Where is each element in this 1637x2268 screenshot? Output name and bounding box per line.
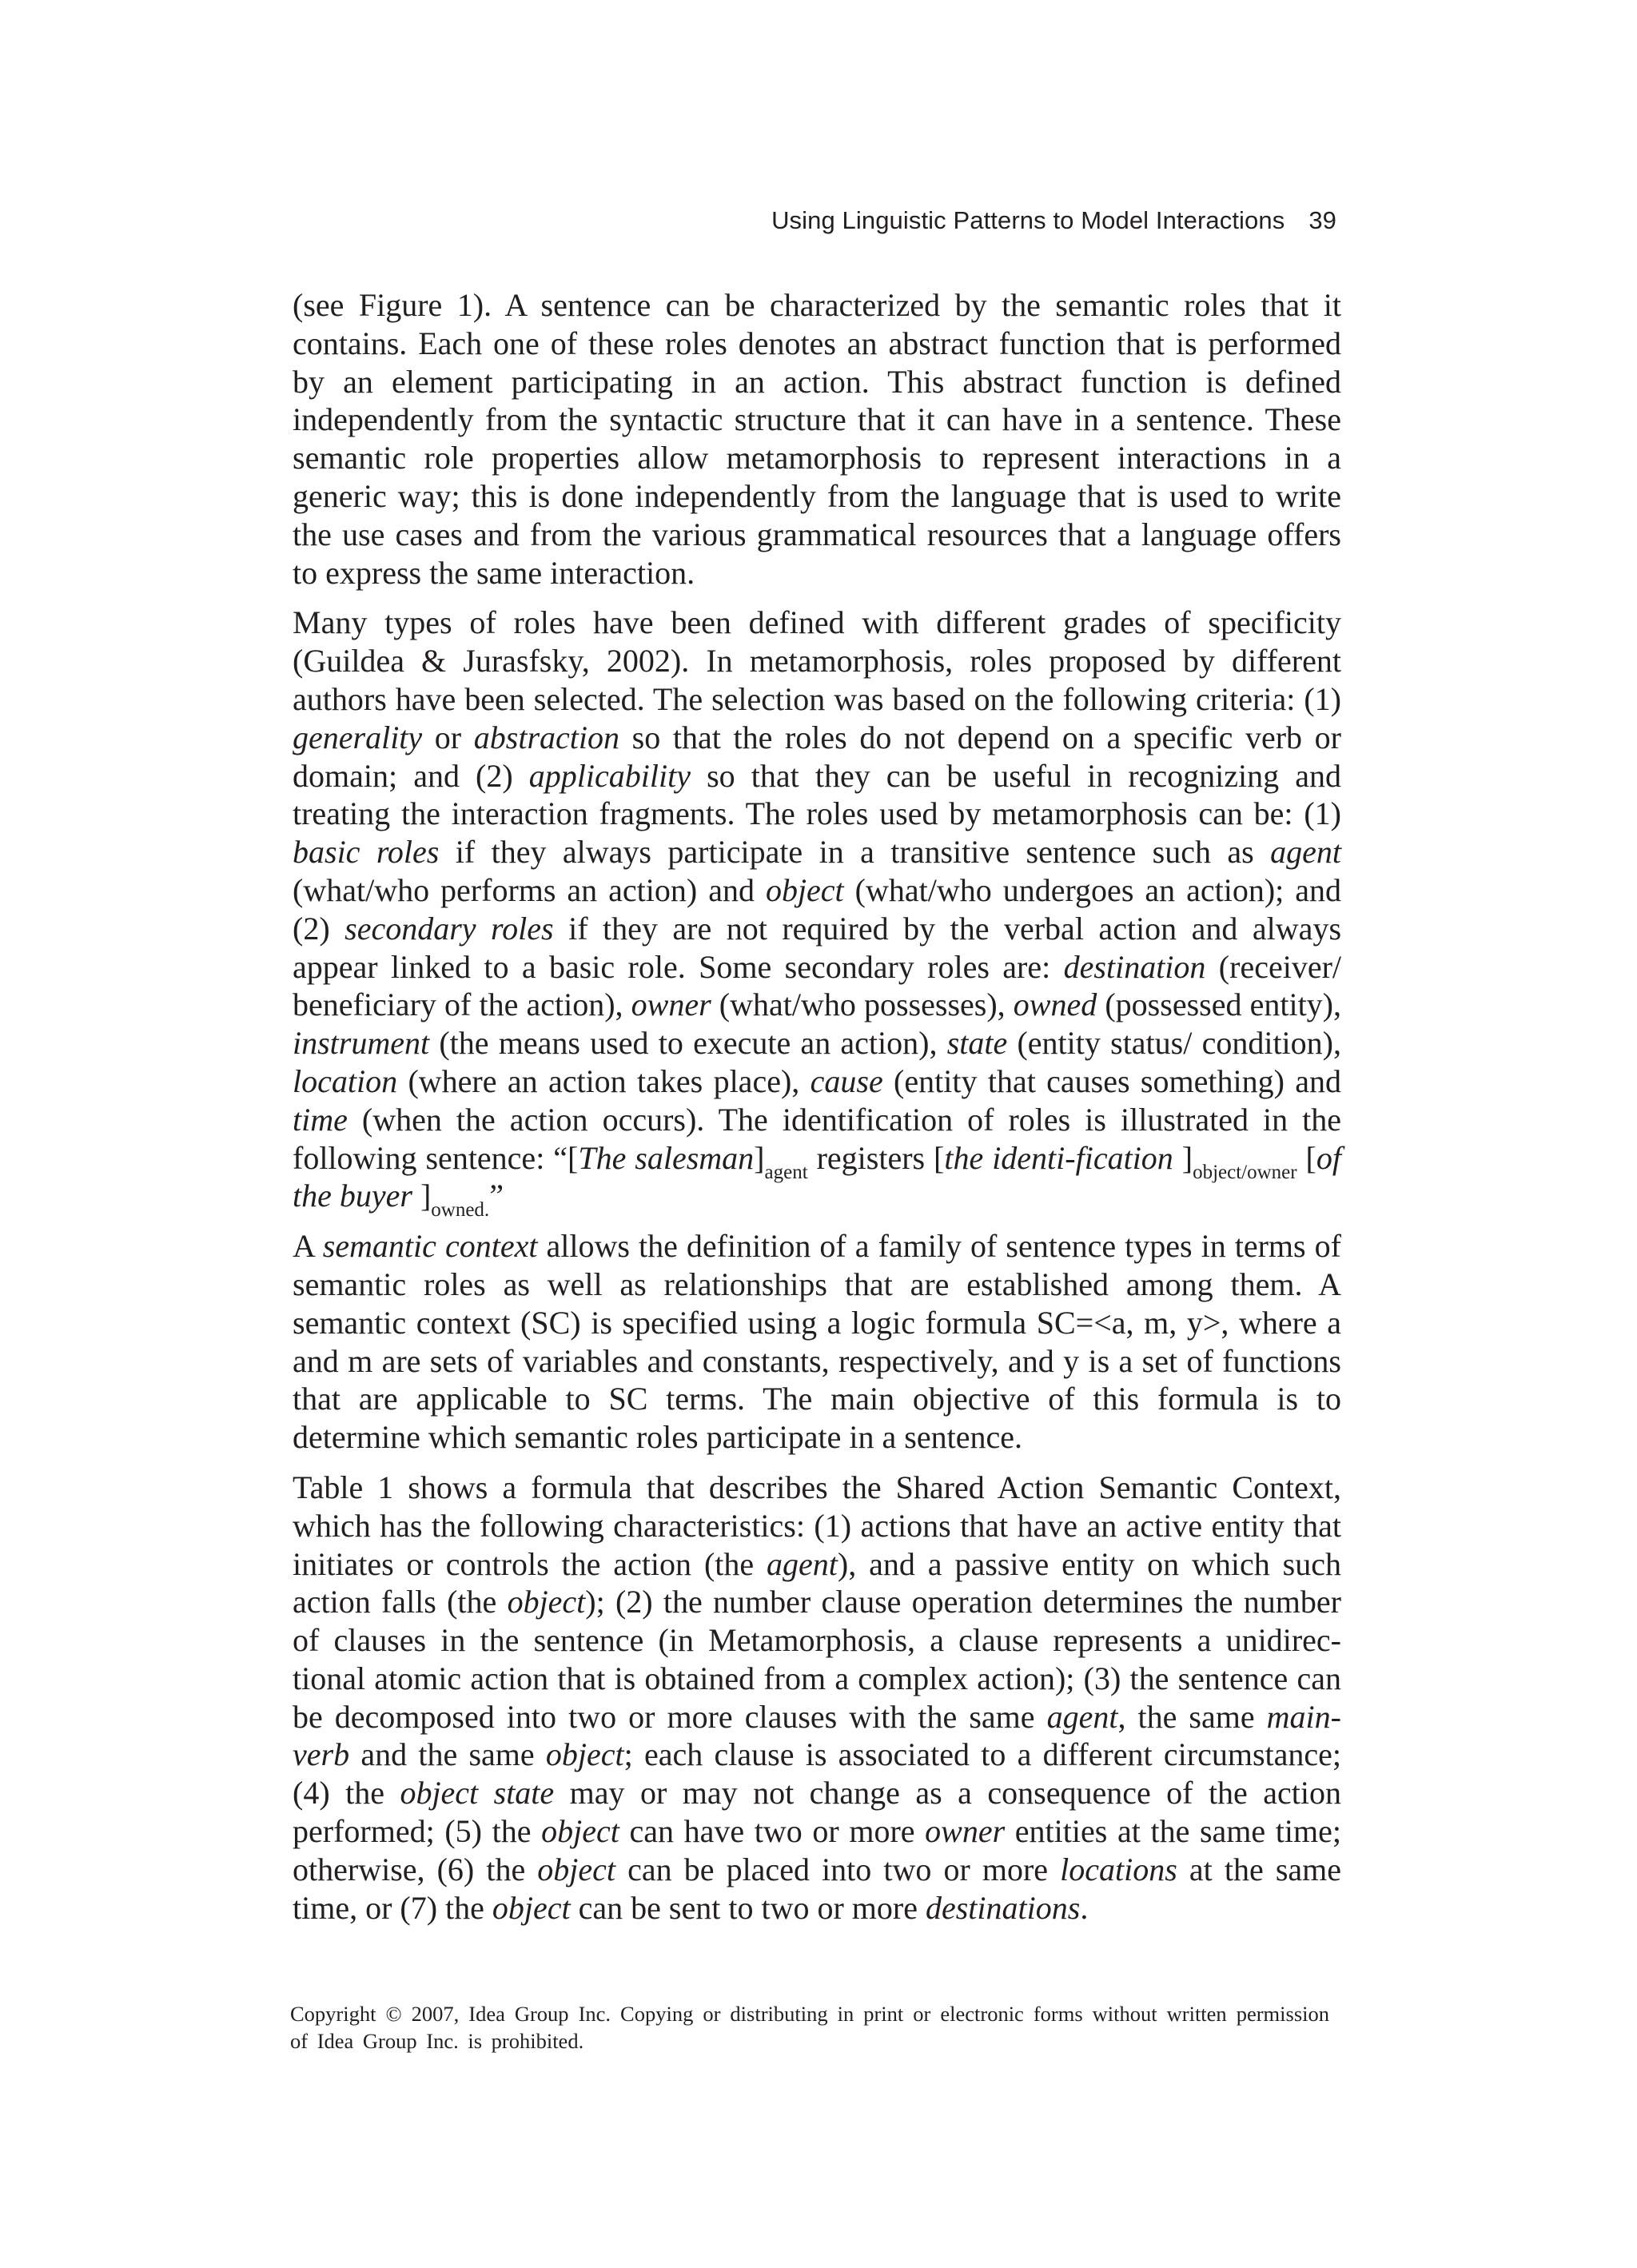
emphasis: the identi-fication <box>944 1139 1182 1176</box>
role-subscript: agent <box>764 1161 808 1183</box>
emphasis: object <box>545 1736 624 1773</box>
text-run: registers [ <box>807 1139 945 1176</box>
text-run: ); (2) the number clause operation determines the number of clauses in the sentence (in Metamorphosis, a clause represents a unidirec-tional atomic action that is obtained from a complex action); (3) the sentence can be decomposed into two or more clauses with the same <box>293 1584 1341 1735</box>
text-run: (receiver/ beneficiary of the action), <box>293 948 1342 1023</box>
emphasis: object <box>537 1851 616 1887</box>
emphasis: owner <box>631 987 711 1023</box>
text-run: so that they can be useful in recognizing and treating the interaction fragments. The roles used by metamorphosis can be: (1) <box>293 757 1341 832</box>
emphasis: destinations <box>925 1889 1081 1926</box>
emphasis: object <box>507 1584 586 1620</box>
page-number: 39 <box>1308 206 1336 234</box>
emphasis: object state <box>400 1775 555 1812</box>
emphasis: owned <box>1013 987 1097 1023</box>
text-run: ; each clause is associated to a different circumstance; (4) the <box>293 1736 1341 1812</box>
text-run: can be sent to two or more <box>570 1889 926 1926</box>
emphasis: destination <box>1063 948 1206 985</box>
text-run: can be placed into two or more <box>615 1851 1061 1887</box>
text-run: (where an action takes place), <box>397 1062 811 1099</box>
text-run: . <box>1080 1889 1089 1926</box>
text-run: at the same time, or (7) the <box>293 1851 1342 1926</box>
emphasis: instrument <box>293 1025 430 1062</box>
copyright-notice: Copyright © 2007, Idea Group Inc. Copying or distributing in print or electronic forms without written permission of Idea Group Inc. is prohibited. <box>290 2002 1329 2053</box>
text-run: (the means used to execute an action), <box>429 1025 947 1062</box>
emphasis: agent <box>767 1545 838 1582</box>
emphasis: agent <box>1270 834 1342 871</box>
text-run: ” <box>489 1178 504 1214</box>
text-run: ] <box>420 1178 432 1214</box>
text-run: (when the action occurs). The identification of roles is illustrated in the following sentence: “[ <box>293 1101 1341 1176</box>
emphasis: state <box>946 1025 1008 1062</box>
paragraph-2 <box>293 604 1342 1222</box>
emphasis: agent <box>1046 1698 1118 1735</box>
text-run: Table 1 shows a formula that describes the Shared Action Semantic Context, which has the following characteristics: (1) actions that have an active entity that initiates or controls the action (the <box>293 1469 1341 1582</box>
text-run: entities at the same time; otherwise, (6) the <box>293 1813 1341 1887</box>
emphasis: object <box>541 1813 619 1850</box>
role-subscript: object/owner <box>1193 1161 1297 1183</box>
emphasis: abstraction <box>473 719 620 755</box>
emphasis: secondary roles <box>345 910 554 947</box>
paragraph-text: (see Figure 1). A sentence can be characterized by the semantic roles that it contains. Each one of these roles denotes an abstract function that is performed by an element participating in an action. This abstract function is defined independently from the syntactic structure that it can have in a sentence. These semantic role properties allow metamorphosis to represent interactions in a generic way; this is done independently from the language that is used to write the use cases and from the various grammatical resources that a language offers to express the same interaction. <box>293 287 1341 591</box>
paragraph-3 <box>293 1227 1341 1457</box>
text-run: (what/who undergoes an action); and (2) <box>293 871 1341 947</box>
text-run: ] <box>1181 1139 1193 1176</box>
emphasis: applicability <box>528 757 691 794</box>
text-run: if they always participate in a transitive sentence such as <box>439 834 1271 871</box>
paragraph-1 <box>293 286 1341 592</box>
emphasis: of the buyer <box>293 1139 1342 1214</box>
text-run: A <box>293 1228 323 1265</box>
text-run: or <box>422 719 474 755</box>
emphasis: basic roles <box>293 834 440 871</box>
emphasis: semantic context <box>322 1228 538 1265</box>
emphasis: cause <box>810 1062 883 1099</box>
text-run: (what/who possesses), <box>711 987 1014 1023</box>
body-text <box>293 286 1341 1939</box>
text-run: ] <box>754 1139 765 1176</box>
paragraph-4 <box>293 1469 1341 1927</box>
emphasis: owner <box>925 1813 1006 1850</box>
emphasis: main-verb <box>293 1698 1341 1773</box>
emphasis: locations <box>1060 1851 1177 1887</box>
text-run: can have two or more <box>619 1813 926 1850</box>
emphasis: object <box>492 1889 571 1926</box>
text-run: so that the roles do not depend on a specific verb or domain; and (2) <box>293 719 1342 794</box>
text-run: (entity status/ condition), <box>1007 1025 1341 1062</box>
text-run: ), and a passive entity on which such action falls (the <box>293 1545 1341 1620</box>
emphasis: The salesman <box>578 1139 755 1176</box>
text-run: if they are not required by the verbal action and always appear linked to a basic role. Some secondary roles are: <box>293 910 1342 985</box>
text-run: Many types of roles have been defined with different grades of specificity (Guildea & Jurasfsky, 2002). In metamorphosis, roles proposed by different authors have been selected. The selection was based on the following criteria: (1) <box>293 604 1341 717</box>
text-run: , the same <box>1117 1698 1267 1735</box>
emphasis: location <box>293 1062 398 1099</box>
emphasis: generality <box>293 719 423 755</box>
text-run: and the same <box>349 1736 546 1773</box>
running-title: Using Linguistic Patterns to Model Interactions <box>771 206 1285 234</box>
text-run: allows the definition of a family of sentence types in terms of semantic roles as well as relationships that are established among them. A semantic context (SC) is specified using a logic formula SC=<a, m, y>, where a and m are sets of variables and constants, respectively, and y is a set of functions that are applicable to SC terms. The main objective of this formula is to determine which semantic roles participate in a sentence. <box>293 1228 1341 1456</box>
text-run: may or may not change as a consequence of the action performed; (5) the <box>293 1775 1342 1850</box>
running-header <box>771 206 1336 235</box>
role-subscript: owned. <box>431 1199 490 1222</box>
text-run: [ <box>1296 1139 1316 1176</box>
text-run: (what/who performs an action) and <box>293 871 766 908</box>
text-run: (possessed entity), <box>1097 987 1342 1023</box>
text-run: (entity that causes something) and <box>882 1062 1341 1099</box>
emphasis: time <box>293 1101 348 1138</box>
emphasis: object <box>765 871 844 908</box>
